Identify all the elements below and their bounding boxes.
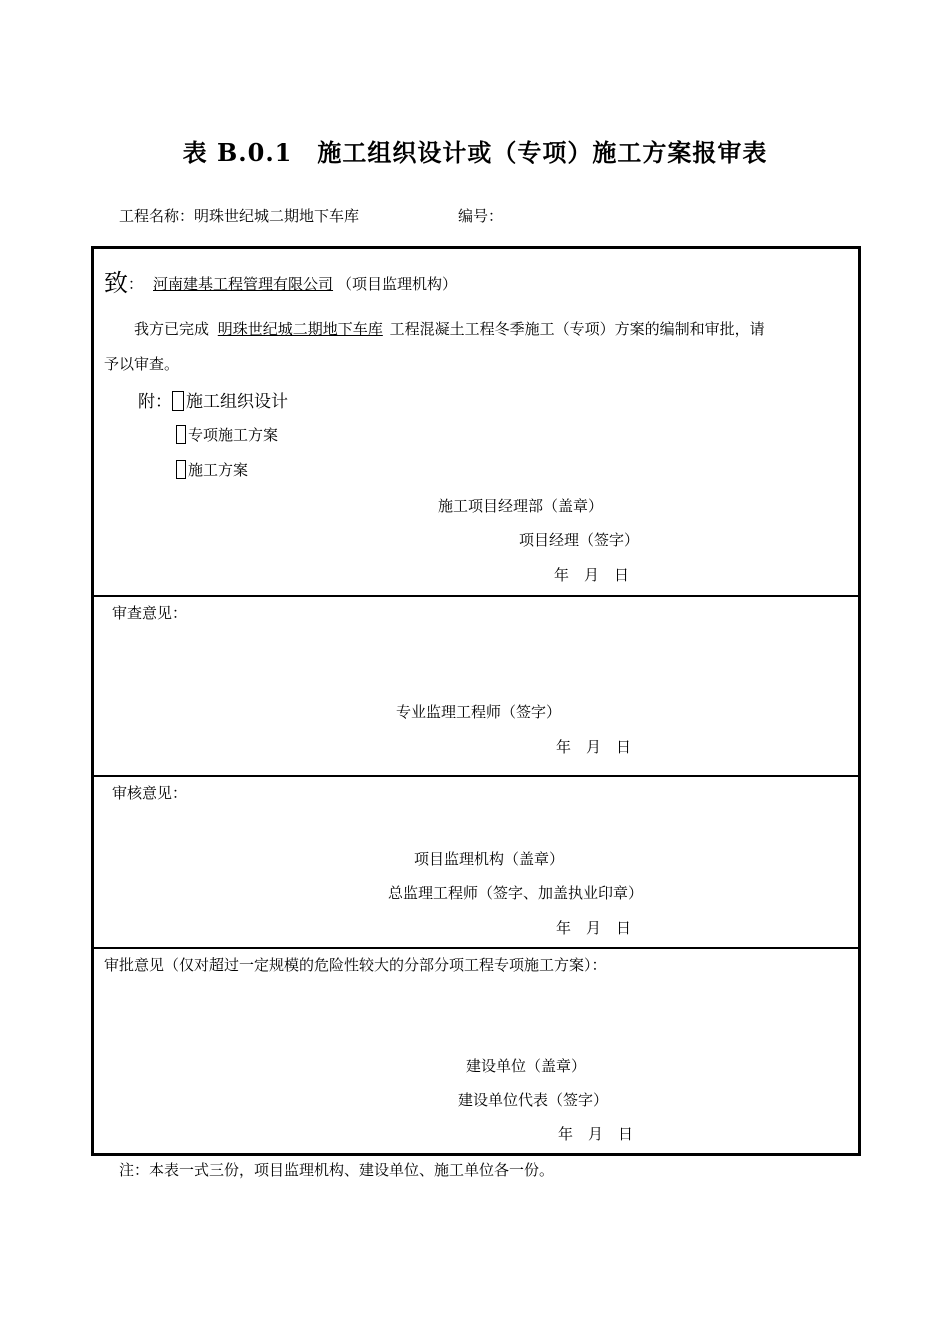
sign-engineer: 专业监理工程师（签字） [396,703,562,721]
divider [94,775,858,777]
to-suffix: （项目监理机构） [337,275,458,293]
to-org: 河南建基工程管理有限公司 [153,275,334,293]
project-name: 明珠世纪城二期地下车库 [194,207,360,225]
body-line-2: 予以审查。 [104,355,180,373]
review-heading: 审查意见： [112,604,188,622]
body-line-1 [134,318,765,339]
attachment-2 [176,424,278,445]
attachment-1 [138,387,288,412]
to-colon: ： [128,275,144,293]
attachment-label: 施工方案 [188,461,249,479]
to-label: 致 [104,269,128,297]
date: 年 月 日 [556,919,632,937]
approval-heading: 审批意见（仅对超过一定规模的危险性较大的分部分项工程专项施工方案）： [104,956,607,974]
sign-chief: 总监理工程师（签字、加盖执业印章） [388,884,644,902]
footnote: 注：本表一式三份，项目监理机构、建设单位、施工单位各一份。 [119,1161,555,1179]
checkbox[interactable] [176,425,186,444]
body-rest: 工程混凝土工程冬季施工（专项）方案的编制和审批，请 [389,320,765,338]
project-name-line [119,205,359,226]
divider [94,947,858,949]
audit-heading: 审核意见： [112,784,188,802]
divider [94,595,858,597]
project-label: 工程名称： [119,207,195,225]
attachment-3 [176,459,248,480]
sign-rep: 建设单位代表（签字） [458,1091,609,1109]
checkbox[interactable] [176,460,186,479]
form-title: 表 B.0.1 施工组织设计或（专项）施工方案报审表 [182,138,768,167]
attach-label: 附： [138,392,172,412]
addressee-line [104,263,457,298]
sign-unit: 建设单位（盖章） [466,1057,587,1075]
body-project: 明珠世纪城二期地下车库 [217,320,383,338]
sign-manager: 项目经理（签字） [519,531,640,549]
number-label: 编号： [458,207,504,225]
date: 年 月 日 [556,738,632,756]
checkbox[interactable] [172,391,184,411]
date: 年 月 日 [554,566,630,584]
date: 年 月 日 [558,1125,634,1143]
sign-dept: 施工项目经理部（盖章） [438,497,604,515]
body-prefix: 我方已完成 [134,320,210,338]
sign-org: 项目监理机构（盖章） [414,850,565,868]
attachment-label: 施工组织设计 [186,392,288,412]
form-table [91,246,861,1156]
attachment-label: 专项施工方案 [188,426,279,444]
